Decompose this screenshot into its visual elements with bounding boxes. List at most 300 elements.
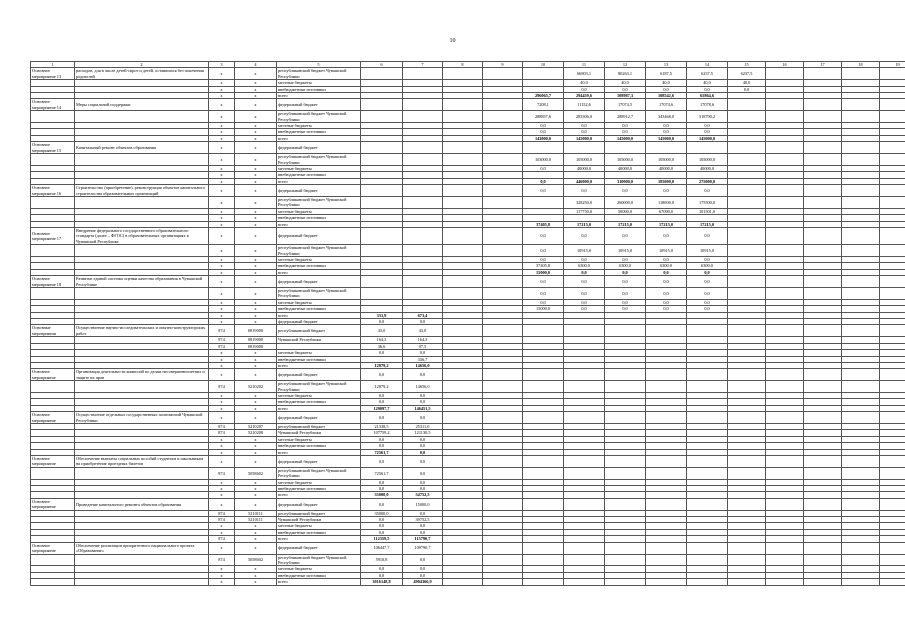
table-cell: 0,0 (403, 523, 443, 529)
table-row (31, 154, 905, 166)
table-cell: 40,0 (728, 80, 766, 86)
table-cell (523, 325, 564, 337)
table-cell: 0,0 (361, 369, 403, 381)
table-cell: х (209, 185, 235, 197)
table-cell: х (235, 172, 277, 178)
table-cell (75, 111, 209, 123)
table-cell: Основное мероприятие (31, 456, 75, 468)
table-cell: х (209, 178, 235, 184)
table-cell (646, 142, 687, 154)
table-cell: х (209, 221, 235, 227)
table-cell (646, 325, 687, 337)
table-cell: 40,0 (564, 80, 605, 86)
table-cell: Обеспечение реализации приоритетного национального проекта «Образование» (75, 542, 209, 554)
table-cell: 108542,6 (646, 93, 687, 99)
table-cell: 874 (209, 554, 235, 566)
table-cell: 0,0 (361, 572, 403, 578)
table-cell (523, 369, 564, 381)
table-cell (605, 498, 646, 510)
header-cell: 6 (361, 62, 403, 68)
table-cell: 164,3 (403, 337, 443, 343)
table-cell: 105000,0 (687, 154, 728, 166)
table-cell: 0,0 (605, 299, 646, 305)
table-cell (766, 467, 804, 479)
table-cell: внебюджетные источники (277, 263, 361, 269)
table-cell: Обеспечение выплаты социальных пособий студентам и школьникам на приобретение проездных билетов (75, 456, 209, 468)
table-cell: 0,0 (687, 306, 728, 312)
table-cell: х (235, 449, 277, 455)
table-cell (842, 288, 880, 300)
table-cell (564, 579, 605, 585)
table-cell: х (235, 536, 277, 542)
table-cell (880, 142, 905, 154)
table-cell: х (235, 319, 277, 325)
header-cell: 19 (880, 62, 905, 68)
table-cell: х (235, 68, 277, 80)
table-cell (728, 381, 766, 393)
table-cell (31, 554, 75, 566)
table-row (31, 185, 905, 197)
table-cell (880, 579, 905, 585)
table-cell: х (235, 369, 277, 381)
table-cell: 10915,0 (687, 245, 728, 257)
table-cell (728, 467, 766, 479)
table-cell: х (209, 208, 235, 214)
table-cell: 17074,6 (646, 99, 687, 111)
table-cell (804, 111, 842, 123)
table-cell (728, 111, 766, 123)
table-cell: внебюджетные источники (277, 529, 361, 535)
table-cell (646, 412, 687, 424)
table-cell: 283306,0 (564, 111, 605, 123)
table-cell: 0,0 (403, 392, 443, 398)
table-cell: 107759,2 (361, 430, 403, 436)
table-cell (646, 467, 687, 479)
table-cell: 146451,5 (403, 405, 443, 411)
table-cell: 0,0 (523, 299, 564, 305)
table-cell: Основное мероприятие 17 (31, 227, 75, 244)
table-cell: х (235, 80, 277, 86)
table-cell: 6300,0 (605, 263, 646, 269)
table-cell: 0,0 (687, 86, 728, 92)
table-cell: всего (277, 449, 361, 455)
table-cell: 21338,5 (361, 423, 403, 429)
table-cell: 874 (209, 517, 235, 523)
table-cell: х (209, 123, 235, 129)
table-cell: 143000,0 (523, 135, 564, 141)
table-cell (766, 245, 804, 257)
table-cell: 0,0 (403, 412, 443, 424)
table-cell: республиканский бюджет Чувашской Республики (277, 196, 361, 208)
table-cell (443, 325, 483, 337)
table-row (31, 196, 905, 208)
table-cell (564, 412, 605, 424)
table-cell (403, 154, 443, 166)
table-cell (443, 185, 483, 197)
table-cell (766, 498, 804, 510)
table-cell: 0,0 (523, 123, 564, 129)
table-cell: Чувашской Республики (277, 430, 361, 436)
table-cell (75, 381, 209, 393)
table-cell (766, 196, 804, 208)
table-cell: х (235, 456, 277, 468)
table-cell: 5210111 (235, 510, 277, 516)
table-cell (75, 245, 209, 257)
table-cell (687, 456, 728, 468)
table-cell (75, 554, 209, 566)
table-cell: х (235, 154, 277, 166)
table-cell: 0,0 (605, 269, 646, 275)
table-cell: 6237,5 (728, 68, 766, 80)
table-cell: х (235, 227, 277, 244)
table-cell: 145000,0 (605, 135, 646, 141)
table-cell: х (235, 392, 277, 398)
table-cell: 336,7 (403, 356, 443, 362)
table-cell: 66803,1 (564, 68, 605, 80)
table-cell (483, 542, 523, 554)
table-cell (842, 276, 880, 288)
table-cell: 39752,5 (403, 517, 443, 523)
table-cell: х (209, 142, 235, 154)
table-cell: местные бюджеты (277, 566, 361, 572)
header-cell: 11 (564, 62, 605, 68)
table-cell (31, 288, 75, 300)
table-cell: х (209, 99, 235, 111)
table-cell (443, 467, 483, 479)
table-cell: х (209, 263, 235, 269)
table-cell: местные бюджеты (277, 479, 361, 485)
table-cell: 0,0 (361, 479, 403, 485)
table-row (31, 579, 905, 585)
table-cell: местные бюджеты (277, 208, 361, 214)
table-cell (804, 554, 842, 566)
table-cell (728, 542, 766, 554)
table-cell: 5210111 (235, 517, 277, 523)
table-cell: 37405,8 (523, 263, 564, 269)
table-cell: 50000,0 (605, 208, 646, 214)
table-cell (646, 498, 687, 510)
table-cell: х (235, 486, 277, 492)
table-cell (564, 467, 605, 479)
table-cell: 0,0 (523, 276, 564, 288)
table-cell (842, 456, 880, 468)
table-cell: Развитие единой системы оценки качества образования в Чувашской Республике (75, 276, 209, 288)
table-cell: 0,0 (523, 245, 564, 257)
table-cell: х (209, 306, 235, 312)
table-cell (361, 142, 403, 154)
table-cell (31, 381, 75, 393)
table-cell: 874 (209, 510, 235, 516)
table-cell: Капитальный ремонт объектов образования (75, 142, 209, 154)
table-cell: х (235, 185, 277, 197)
table-cell: х (235, 276, 277, 288)
table-cell (361, 196, 403, 208)
table-cell: х (235, 306, 277, 312)
table-cell (523, 579, 564, 585)
table-cell (880, 369, 905, 381)
table-cell (880, 185, 905, 197)
table-cell: республиканский бюджет Чувашской Республики (277, 68, 361, 80)
table-cell: Основные мероприятия (31, 325, 75, 337)
table-cell: всего (277, 579, 361, 585)
table-cell (804, 227, 842, 244)
table-cell (523, 467, 564, 479)
table-cell: х (209, 412, 235, 424)
table-cell: 121130,5 (403, 430, 443, 436)
table-cell: 25311,0 (403, 423, 443, 429)
table-cell (523, 381, 564, 393)
table-cell: федеральный бюджет (277, 412, 361, 424)
table-cell: 0,0 (403, 479, 443, 485)
table-cell: 0,0 (687, 123, 728, 129)
table-cell (766, 288, 804, 300)
table-cell: 40000,0 (564, 165, 605, 171)
table-cell (687, 467, 728, 479)
table-cell: х (235, 492, 277, 498)
table-cell (766, 227, 804, 244)
table-cell (880, 276, 905, 288)
table-cell (523, 196, 564, 208)
table-cell (804, 412, 842, 424)
table-cell: х (235, 208, 277, 214)
table-cell (31, 245, 75, 257)
table-cell (804, 467, 842, 479)
header-cell: 3 (209, 62, 235, 68)
header-cell: 18 (842, 62, 880, 68)
table-cell (443, 412, 483, 424)
table-cell: 0,0 (687, 185, 728, 197)
table-cell (523, 68, 564, 80)
table-cell: местные бюджеты (277, 257, 361, 263)
table-cell: 0,0 (646, 129, 687, 135)
table-cell (361, 99, 403, 111)
table-cell: 0819000 (235, 325, 277, 337)
table-cell: х (209, 579, 235, 585)
table-cell: 0,0 (523, 288, 564, 300)
table-cell: 0,0 (564, 129, 605, 135)
table-cell: 0,0 (646, 288, 687, 300)
table-cell: 40000,0 (687, 165, 728, 171)
table-cell: 118000,0 (646, 196, 687, 208)
table-cell: 17215,0 (564, 221, 605, 227)
table-cell (75, 288, 209, 300)
table-cell: х (235, 299, 277, 305)
table-cell: 72561,7 (361, 449, 403, 455)
table-cell (766, 412, 804, 424)
table-cell: 0,0 (564, 276, 605, 288)
table-cell: 0,0 (523, 185, 564, 197)
table-cell: республиканский бюджет Чувашской Республики (277, 381, 361, 393)
table-cell: х (235, 221, 277, 227)
table-row (31, 111, 905, 123)
table-cell (443, 381, 483, 393)
table-cell (443, 245, 483, 257)
table-cell: 0,0 (564, 257, 605, 263)
table-cell (403, 111, 443, 123)
table-cell: 0,0 (564, 288, 605, 300)
table-cell: 0,0 (605, 123, 646, 129)
table-cell: х (235, 178, 277, 184)
table-cell: 0,0 (523, 227, 564, 244)
table-cell (766, 456, 804, 468)
table-row (31, 245, 905, 257)
table-cell: х (209, 436, 235, 442)
table-cell: всего (277, 93, 361, 99)
table-cell: 117750,0 (564, 208, 605, 214)
table-cell (483, 245, 523, 257)
table-cell (804, 325, 842, 337)
table-cell (842, 111, 880, 123)
table-cell: 0,0 (646, 299, 687, 305)
table-cell: 0,0 (523, 178, 564, 184)
table-cell: внебюджетные источники (277, 572, 361, 578)
table-cell: х (235, 245, 277, 257)
table-cell: 5910,8 (361, 554, 403, 566)
table-cell (766, 111, 804, 123)
table-cell: всего (277, 492, 361, 498)
table-row (31, 381, 905, 393)
table-cell (605, 369, 646, 381)
table-cell (766, 154, 804, 166)
table-cell: х (235, 123, 277, 129)
table-cell (687, 142, 728, 154)
table-cell: х (209, 369, 235, 381)
table-cell (443, 196, 483, 208)
table-cell: внебюджетные источники (277, 86, 361, 92)
table-cell (646, 456, 687, 468)
table-cell: 0,0 (523, 129, 564, 135)
table-cell: 0,0 (403, 456, 443, 468)
table-cell (31, 467, 75, 479)
header-cell: 2 (75, 62, 209, 68)
table-cell: 115790,7 (403, 536, 443, 542)
table-cell: 5210202 (235, 381, 277, 393)
table-cell (804, 196, 842, 208)
table-cell: х (209, 492, 235, 498)
table-cell (880, 325, 905, 337)
table-cell (842, 227, 880, 244)
budget-table (30, 61, 905, 586)
table-cell: х (209, 449, 235, 455)
table-cell: х (235, 263, 277, 269)
page-number: 10 (449, 38, 456, 44)
table-cell: х (235, 86, 277, 92)
table-cell: местные бюджеты (277, 299, 361, 305)
table-cell: 0,0 (403, 436, 443, 442)
table-cell (766, 142, 804, 154)
table-cell: внебюджетные источники (277, 486, 361, 492)
table-row (31, 542, 905, 554)
table-cell (523, 498, 564, 510)
table-cell (728, 579, 766, 585)
table-cell (804, 542, 842, 554)
table-cell: х (209, 356, 235, 362)
table-cell (443, 579, 483, 585)
table-cell: 6237,5 (687, 68, 728, 80)
table-cell: всего (277, 269, 361, 275)
table-cell: 288857,6 (523, 111, 564, 123)
table-row (31, 554, 905, 566)
table-cell (361, 185, 403, 197)
table-cell (403, 227, 443, 244)
table-cell: 0,0 (361, 517, 403, 523)
table-cell: внебюджетные источники (277, 306, 361, 312)
table-cell (361, 154, 403, 166)
table-cell: 0,0 (361, 523, 403, 529)
table-cell: х (209, 443, 235, 449)
table-cell (766, 276, 804, 288)
table-cell: 446000,0 (564, 178, 605, 184)
table-cell (443, 369, 483, 381)
table-cell: 0,0 (361, 350, 403, 356)
table-cell: республиканский бюджет Чувашской Республики (277, 554, 361, 566)
table-cell: х (209, 456, 235, 468)
table-cell: 294459,6 (564, 93, 605, 99)
table-cell: 145000,0 (646, 135, 687, 141)
table-cell: х (235, 523, 277, 529)
table-cell: Строительство (приобретение), реконструкция объектов капитального строительства образовательных организаций (75, 185, 209, 197)
table-cell: внебюджетные источники (277, 215, 361, 221)
table-cell: 10915,0 (564, 245, 605, 257)
table-cell (605, 325, 646, 337)
table-cell (361, 276, 403, 288)
table-cell (766, 185, 804, 197)
table-cell: 3016148,8 (361, 579, 403, 585)
table-cell: внебюджетные источники (277, 172, 361, 178)
table-cell: 0,0 (564, 299, 605, 305)
table-cell: всего (277, 221, 361, 227)
table-cell: 109790,7 (403, 542, 443, 554)
table-cell: республиканский бюджет (277, 510, 361, 516)
table-cell: 36,6 (361, 343, 403, 349)
table-cell: 5058602 (235, 467, 277, 479)
table-cell: 5210208 (235, 430, 277, 436)
table-cell (842, 579, 880, 585)
table-cell: 0,0 (564, 269, 605, 275)
table-cell: х (209, 154, 235, 166)
table-cell (766, 369, 804, 381)
table-cell: х (235, 215, 277, 221)
table-cell: 0,0 (361, 412, 403, 424)
header-cell: 12 (605, 62, 646, 68)
table-cell: 0,0 (646, 86, 687, 92)
table-cell: 54752,5 (403, 492, 443, 498)
table-cell: 0,0 (361, 399, 403, 405)
table-cell: 17215,0 (646, 221, 687, 227)
table-cell: 0,0 (403, 467, 443, 479)
header-cell: 1 (31, 62, 75, 68)
table-cell: республиканский бюджет Чувашской Республики (277, 111, 361, 123)
table-cell (483, 467, 523, 479)
table-cell (31, 111, 75, 123)
table-cell (880, 456, 905, 468)
table-row (31, 412, 905, 424)
table-cell: х (209, 68, 235, 80)
table-row (31, 498, 905, 510)
table-cell: х (209, 486, 235, 492)
table-cell (804, 381, 842, 393)
table-cell (605, 456, 646, 468)
table-cell: всего (277, 312, 361, 318)
table-cell: внебюджетные источники (277, 443, 361, 449)
table-cell (728, 325, 766, 337)
table-cell (31, 196, 75, 208)
table-cell: федеральный бюджет (277, 276, 361, 288)
table-cell (728, 227, 766, 244)
table-cell: 15000,0 (523, 306, 564, 312)
table-cell: 17078,6 (687, 99, 728, 111)
table-cell (483, 369, 523, 381)
